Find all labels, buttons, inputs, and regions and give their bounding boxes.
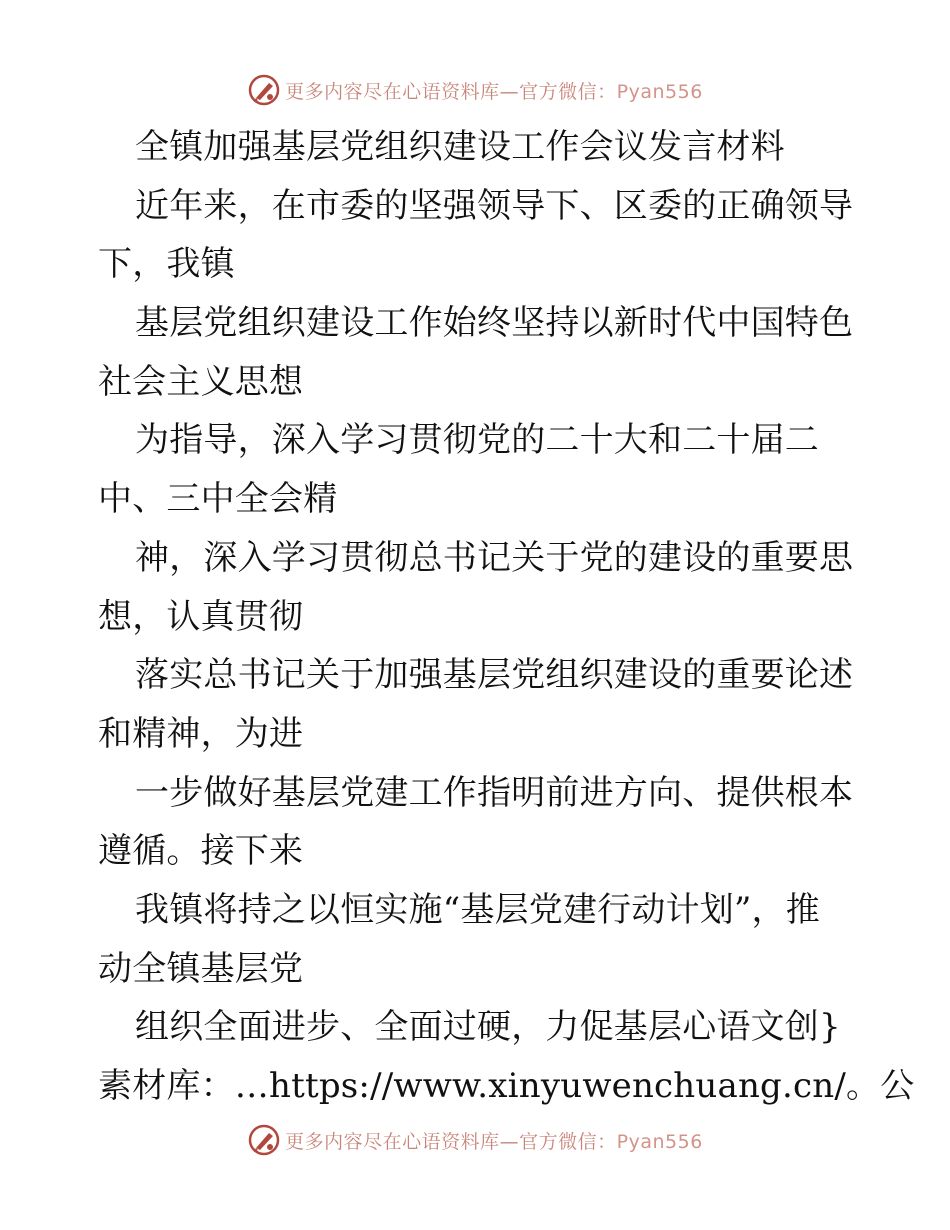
text-line: 想，认真贯彻 (98, 596, 304, 637)
text-line: 基层党组织建设工作始终坚持以新时代中国特色 (135, 303, 854, 344)
text-line: 遵循。接下来 (98, 831, 304, 872)
footer-watermark-banner (0, 1120, 950, 1160)
text-line: 动全镇基层党 (98, 948, 304, 989)
watermark-text: 更多内容尽在心语资料库—官方微信：Pyan556 (285, 1130, 703, 1153)
text-line: 社会主义思想 (98, 361, 304, 402)
document-title: 全镇加强基层党组织建设工作会议发言材料 (135, 127, 785, 167)
text-line: 近年来，在市委的坚强领导下、区委的正确领导 (135, 185, 854, 226)
watermark-text: 更多内容尽在心语资料库—官方微信：Pyan556 (285, 80, 703, 103)
text-line: 下，我镇 (98, 244, 235, 285)
text-line: 中、三中全会精 (98, 479, 338, 520)
text-line: 组织全面进步、全面过硬，力促基层心语文创} (135, 1007, 841, 1048)
document-body (98, 118, 915, 1116)
text-line: 素材库：…https://www.xinyuwenchuang.cn/。公 (98, 1066, 915, 1106)
text-line: 一步做好基层党建工作指明前进方向、提供根本 (135, 772, 854, 813)
text-line: 落实总书记关于加强基层党组织建设的重要论述 (135, 655, 854, 696)
header-watermark-banner (0, 70, 950, 110)
text-line: 我镇将持之以恒实施“基层党建行动计划”，推 (135, 889, 820, 930)
pen-seal-logo-icon (247, 1123, 281, 1157)
pen-seal-logo-icon (247, 73, 281, 107)
text-line: 神，深入学习贯彻总书记关于党的建设的重要思 (135, 537, 854, 578)
text-line: 为指导，深入学习贯彻党的二十大和二十届二 (135, 420, 819, 461)
text-line: 和精神，为进 (98, 713, 304, 754)
